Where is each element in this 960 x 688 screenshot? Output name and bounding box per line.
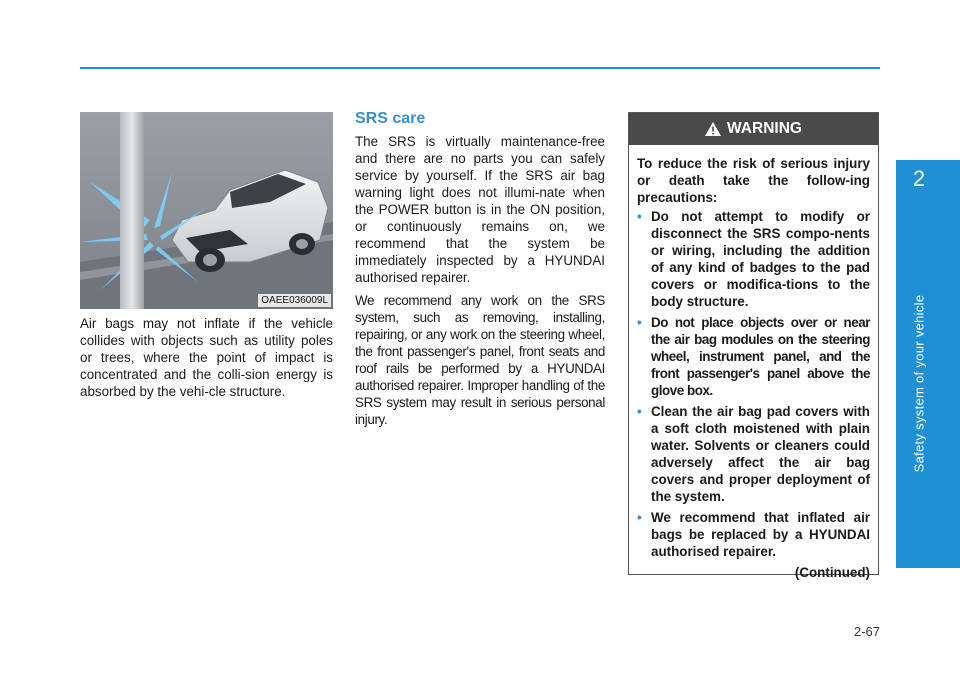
- chapter-title: Safety system of your vehicle: [911, 294, 927, 472]
- warning-list: [637, 208, 870, 560]
- chapter-title-wrap: [901, 208, 937, 558]
- warning-box: [628, 112, 879, 580]
- srs-care-paragraph-1: The SRS is virtually maintenance-free and there are no parts you can safely service by yourself. If the SRS air bag warning light does not illumi-nate when the POWER button is in the ON position, or continuously remains on, we recommend that the system be immediately inspected by a HYUNDAI authorised repairer.: [355, 134, 605, 285]
- bullet-icon: •: [637, 209, 642, 224]
- bullet-icon: •: [637, 315, 642, 330]
- car-pole-image: [80, 112, 333, 309]
- page-number: 2-67: [853, 624, 880, 639]
- crash-illustration: [80, 112, 333, 309]
- figure-caption: OAEE036009L: [258, 294, 331, 307]
- section-title: SRS care: [355, 110, 426, 127]
- list-item: • Do not attempt to modify or disconnect the SRS compo-nents or wiring, including the addition of any kind of badges to the pad covers or modifica-tions to the body structure.: [637, 209, 870, 309]
- warning-label: WARNING: [727, 120, 802, 137]
- list-item: • We recommend that inflated air bags be replaced by a HYUNDAI authorised repairer.: [637, 510, 870, 559]
- warning-triangle-icon: [705, 122, 721, 136]
- header-rule: [80, 67, 880, 69]
- image-description: Air bags may not inflate if the vehicle collides with objects such as utility poles or trees, where the point of impact is concentrated and the colli-sion energy is absorbed by the vehi-cle structure.: [80, 316, 333, 399]
- srs-care-paragraph-2: We recommend any work on the SRS system, such as removing, installing, repairing, or any work on the steering wheel, the front passenger's panel, front seats and roof rails be performed by a HYUNDAI authorised repairer. Improper handling of the SRS system may result in serious personal injury.: [355, 293, 605, 427]
- list-item: • Clean the air bag pad covers with a soft cloth moistened with plain water. Solvents or cleaners could adversely affect the air bag covers and proper deployment of the system.: [637, 404, 870, 504]
- warning-intro: To reduce the risk of serious injury or death take the follow-ing precautions:: [637, 156, 870, 205]
- bullet-icon: •: [637, 510, 642, 525]
- list-item: • Do not place objects over or near the air bag modules on the steering wheel, instrument panel, and the front passenger's panel above the glove box.: [637, 315, 870, 398]
- srs-care-section: [355, 110, 605, 434]
- bullet-icon: •: [637, 404, 642, 419]
- warning-header: [629, 113, 878, 145]
- chapter-tab: [896, 160, 960, 568]
- warning-body: [629, 145, 878, 581]
- chapter-number: 2: [912, 166, 926, 191]
- continued-label: (Continued): [794, 565, 870, 580]
